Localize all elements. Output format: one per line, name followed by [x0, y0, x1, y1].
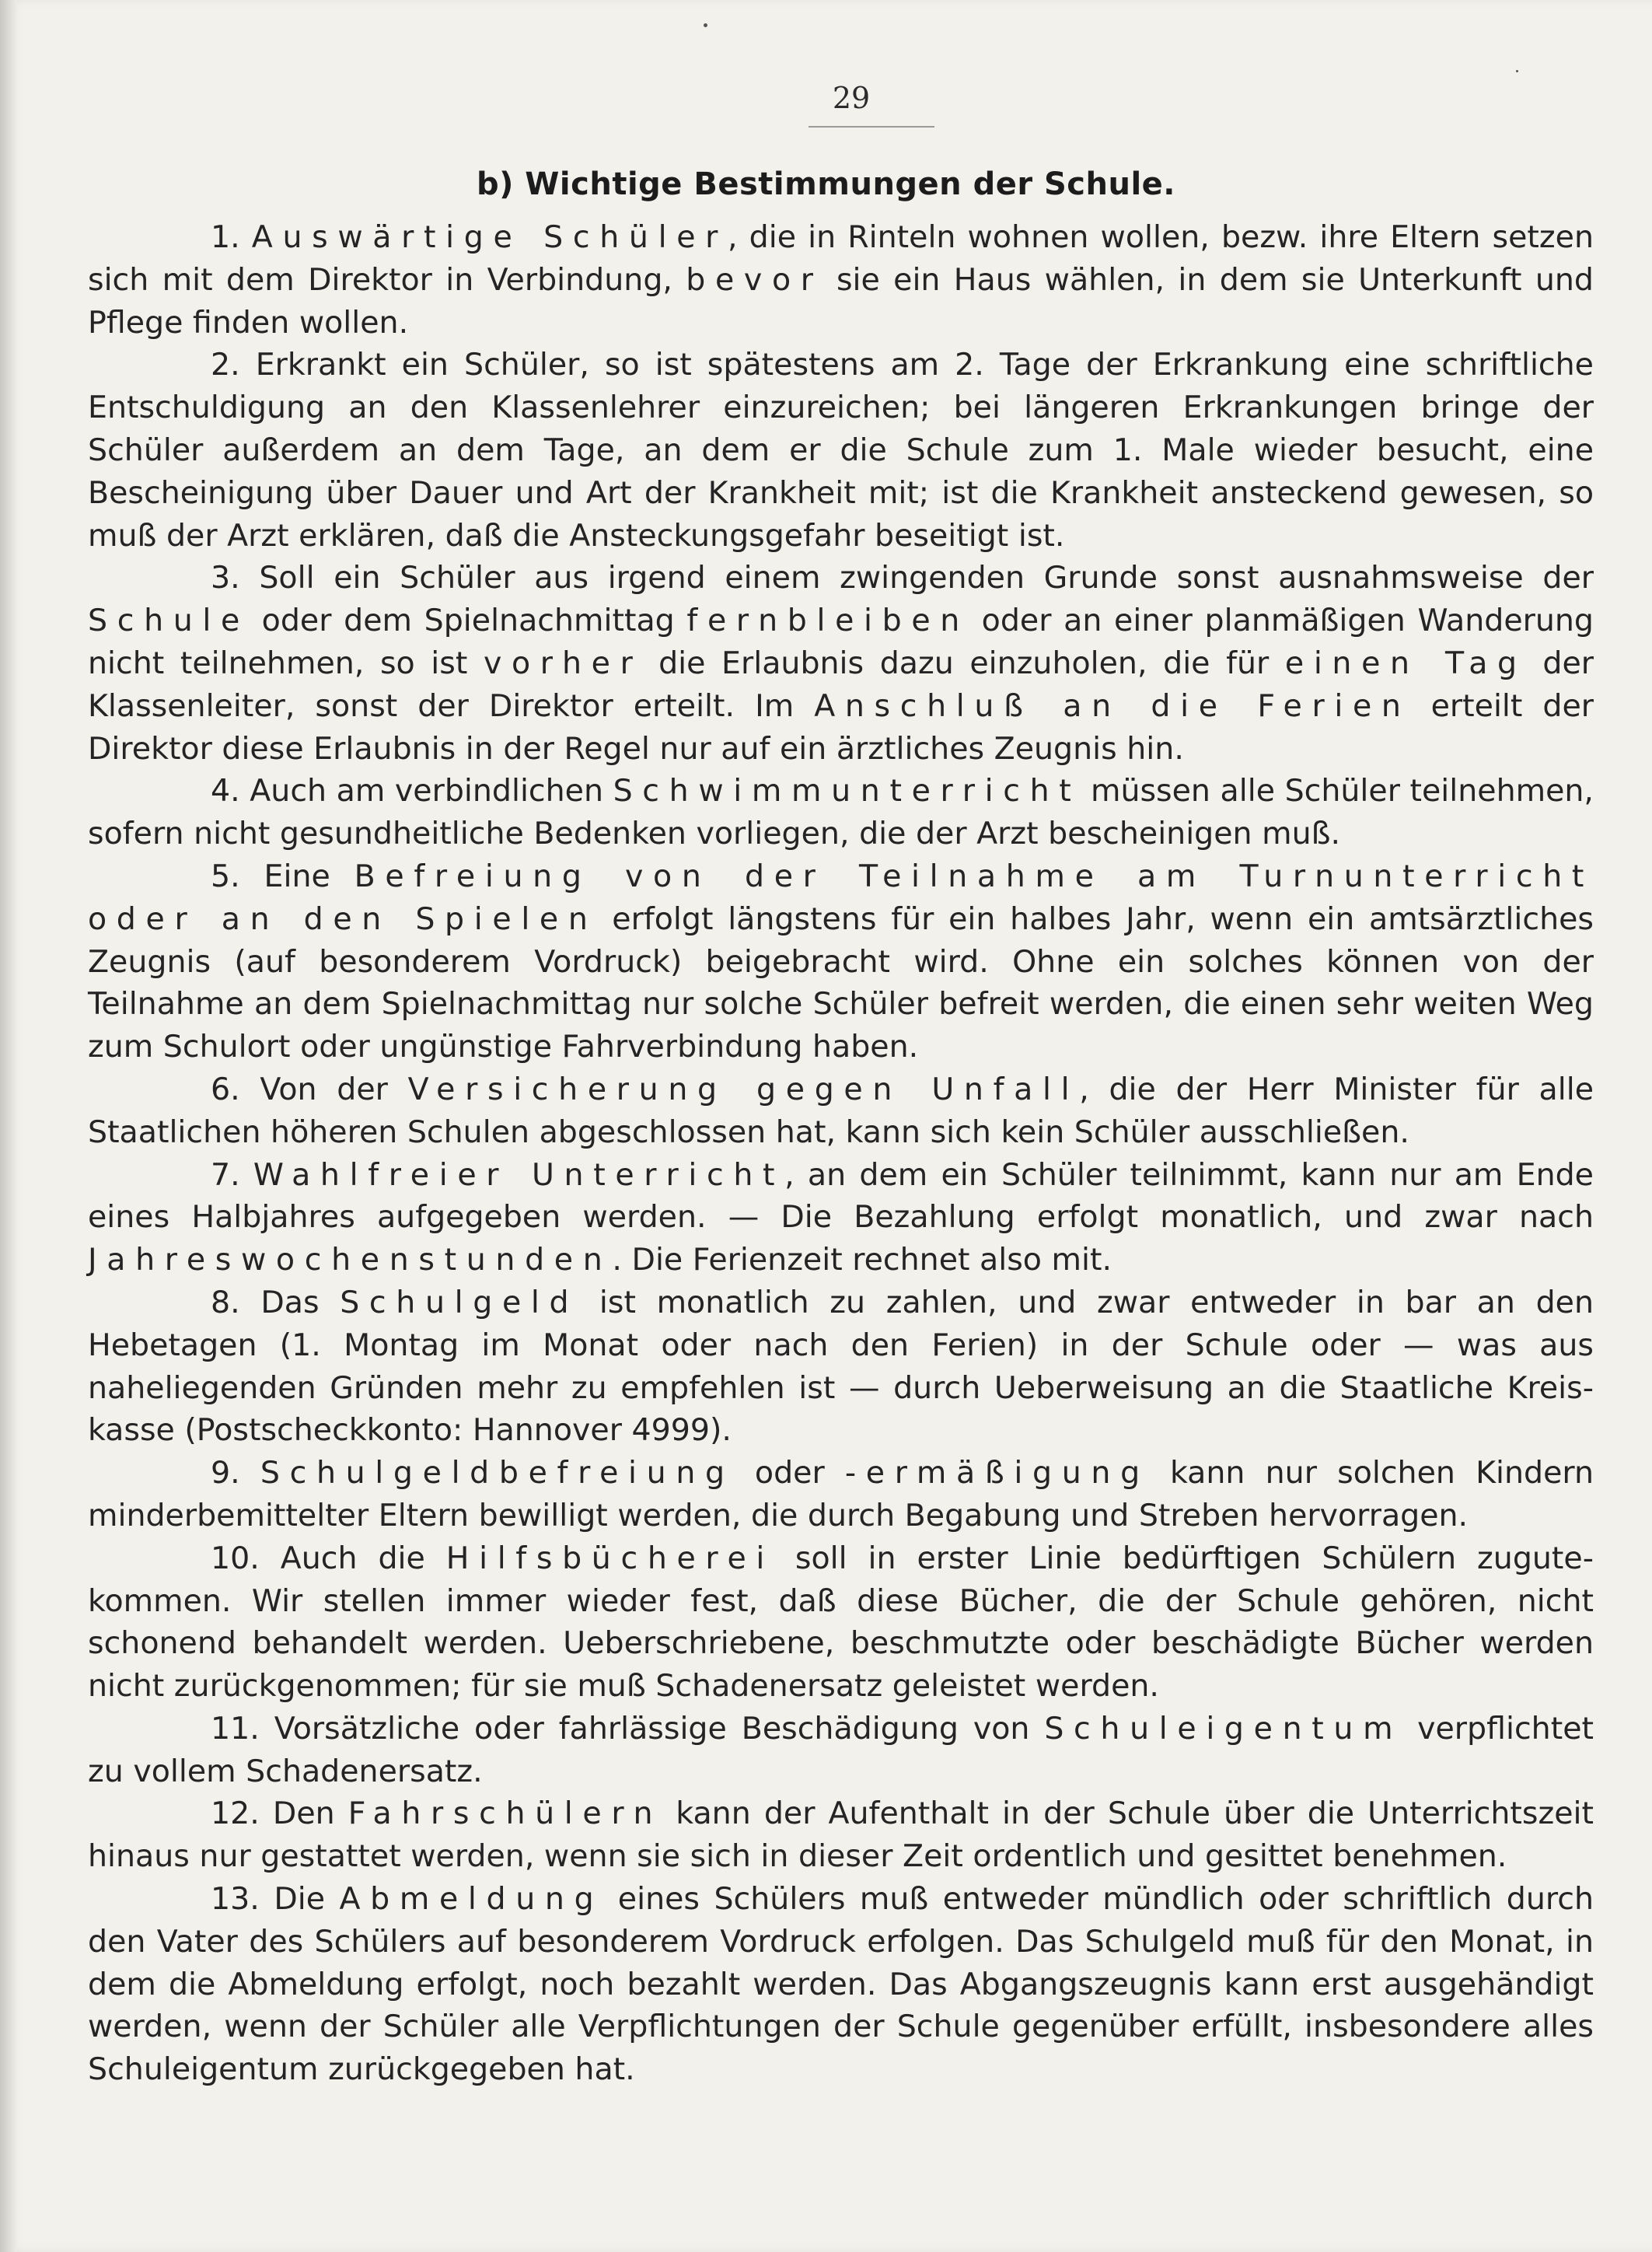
speck-mark [704, 23, 707, 27]
regulation-text: , die in Rinteln wohnen wollen, bezw. ihre Eltern setzen sich mit dem Direktor in Verbindung, [88, 219, 1594, 298]
regulation-text: , an dem ein Schüler teilnimmt, kann nur am Ende eines Halbjahres aufgegeben werden. — Die Bezahlung erfolgt monatlich, und zwar nach [88, 1156, 1594, 1236]
regulation-number: 10. [211, 1540, 260, 1576]
emphasized-text: -ermäßigung [844, 1455, 1150, 1491]
regulation-text: oder dem Spielnachmittag [249, 603, 687, 639]
regulation-text: müssen alle Schüler teilnehmen, sofern nicht gesundheitliche Bedenken vorliegen, die der Arzt bescheinigen muß. [88, 773, 1594, 852]
regulation-text: Auch die [280, 1540, 446, 1576]
regulation-text: kann der Aufenthalt in der Schule über die Unterrichtszeit hinaus nur gestattet werden, wenn sie sich in dieser Zeit ordentlich und gesittet benehmen. [88, 1796, 1594, 1875]
regulation-paragraph [88, 1154, 1594, 1282]
regulation-text: , die der Herr Minister für alle Staatlichen höheren Schulen abgeschlossen hat, kann sich kein Schüler ausschließen. [88, 1071, 1594, 1150]
regulation-text: kann nur solchen Kindern minderbemittelter Eltern bewilligt werden, die durch Begabung und Streben hervorragen. [88, 1455, 1594, 1533]
regulation-paragraph [88, 1708, 1594, 1793]
regulation-text: verpflichtet zu vollem Schadenersatz. [88, 1710, 1594, 1789]
emphasized-text: Fahrschülern [348, 1796, 663, 1832]
regulation-paragraph [88, 216, 1594, 344]
regulation-paragraph [88, 344, 1594, 557]
regulation-number: 9. [211, 1455, 240, 1491]
emphasized-text: Anschluß an die Ferien [814, 687, 1411, 724]
section-heading: b) Wichtige Bestimmungen der Schule. [476, 166, 1176, 202]
regulation-text: Soll ein Schüler aus irgend einem zwingenden Grunde sonst ausnahmsweise der [259, 560, 1594, 596]
regulation-paragraph [88, 1537, 1594, 1708]
regulation-text: Die [274, 1881, 340, 1918]
regulation-text: sie ein Haus wählen, in dem sie Unterkunft und Pflege finden wollen. [88, 261, 1594, 341]
emphasized-text: Schulgeldbefreiung [260, 1455, 735, 1491]
emphasized-text: Hilfsbücherei [445, 1540, 775, 1576]
regulation-text: oder an einer planmäßigen Wanderung nicht teilnehmen, so ist [88, 603, 1594, 681]
regulation-paragraph [88, 855, 1594, 1068]
regulation-text: der Klassenleiter, sonst der Direktor erteilt. Im [88, 645, 1594, 724]
regulation-paragraph [88, 1452, 1594, 1537]
regulation-number: 13. [211, 1881, 260, 1918]
regulation-number: 6. [211, 1071, 240, 1107]
regulation-number: 4. [211, 773, 240, 810]
regulation-text: erfolgt längstens für ein halbes Jahr, wenn ein amtsärztliches Zeugnis (auf besonderem Vordruck) beigebracht wird. Ohne ein solches können von der Teilnahme an dem Spielnachmittag nur solche Schüler befreit werden, die einen sehr weiten Weg zum Schulort oder ungünstige Fahrverbindung haben. [88, 900, 1594, 1065]
emphasized-text: Auswärtige Schüler [251, 219, 728, 255]
regulation-text: ist monatlich zu zahlen, und zwar entweder in bar an den Hebetagen (1. Montag im Monat oder nach den Ferien) in der Schule oder — was aus naheliegenden Gründen mehr zu empfehlen ist — durch Ueberweisung an die Staatliche Kreiskasse (Postscheckkonto: Hannover 4999). [88, 1284, 1594, 1449]
regulation-number: 2. [211, 347, 240, 383]
regulation-paragraph [88, 770, 1594, 855]
regulation-paragraph [88, 557, 1594, 770]
emphasized-text: Befreiung von der Teilnahme am Turnunterricht oder an den Spielen [88, 858, 1594, 937]
regulation-number: 11. [211, 1710, 260, 1747]
page-number-rule [809, 126, 934, 128]
regulation-text: eines Schülers muß entweder mündlich oder schriftlich durch den Vater des Schülers auf besonderem Vordruck erfolgen. Das Schulgeld muß für den Monat, in dem die Abmeldung erfolgt, noch bezahlt werden. Das Abgangszeugnis kann erst ausgehändigt werden, wenn der Schüler alle Verpflichtungen der Schule gegenüber erfüllt, insbesondere alles Schuleigentum zurückgegeben hat. [88, 1881, 1594, 2088]
page-binding-edge [0, 0, 17, 2252]
regulation-text: soll in erster Linie bedürftigen Schülern zugutekommen. Wir stellen immer wieder fest, daß diese Bücher, die der Schule gehören, nicht schonend behandelt werden. Ueberschriebene, beschmutzte oder beschädigte Bücher werden nicht zurückgenommen; für sie muß Schadenersatz geleistet werden. [88, 1540, 1594, 1705]
regulation-text: erteilt der Direktor diese Erlaubnis in der Regel nur auf ein ärztliches Zeugnis hin. [88, 687, 1594, 767]
regulation-number: 1. [211, 219, 240, 255]
regulation-number: 3. [211, 560, 240, 596]
regulation-number: 8. [211, 1284, 240, 1320]
regulation-text: Von der [260, 1071, 408, 1107]
emphasized-text: Versicherung gegen Unfall [407, 1071, 1080, 1107]
regulation-text: . Die Ferienzeit rechnet also mit. [612, 1242, 1112, 1278]
emphasized-text: einen Tag [1284, 645, 1527, 681]
emphasized-text: Schwimmunterricht [613, 773, 1081, 810]
regulation-number: 5. [211, 858, 240, 894]
regulation-text: Den [272, 1796, 348, 1832]
regulation-paragraph [88, 1282, 1594, 1452]
page-number: 29 [832, 81, 871, 115]
regulation-text: die Erlaubnis dazu einzuholen, die für [642, 645, 1285, 681]
speck-mark [1516, 70, 1518, 72]
emphasized-text: Schuleigentum [1044, 1710, 1403, 1747]
emphasized-text: Schule [88, 603, 250, 639]
regulation-paragraph [88, 1792, 1594, 1878]
regulation-text: Eine [264, 858, 354, 894]
regulation-text: Vorsätzliche oder fahrlässige Beschädigung von [274, 1710, 1045, 1747]
emphasized-text: Jahreswochenstunden [88, 1242, 613, 1278]
regulation-text: oder [734, 1455, 845, 1491]
emphasized-text: Wahlfreier Unterricht [253, 1156, 785, 1193]
regulation-text: Das [260, 1284, 341, 1320]
emphasized-text: vorher [483, 645, 643, 681]
regulation-text: Auch am verbindlichen [250, 773, 613, 810]
emphasized-text: bevor [686, 261, 823, 298]
regulation-paragraph [88, 1878, 1594, 2091]
regulation-number: 7. [211, 1156, 240, 1193]
emphasized-text: fernbleiben [686, 603, 969, 639]
emphasized-text: Abmeldung [339, 1881, 604, 1918]
regulation-paragraph [88, 1068, 1594, 1154]
regulation-text: Erkrankt ein Schüler, so ist spätestens am 2. Tage der Erkrankung eine schriftliche Entschuldigung an den Klassenlehrer einzureichen; bei längeren Erkrankungen bringe der Schüler außerdem an dem Tage, an dem er die Schule zum 1. Male wieder besucht, eine Bescheinigung über Dauer und Art der Krankheit mit; ist die Krankheit ansteckend gewesen, so muß der Arzt erklären, daß die Ansteckungsgefahr beseitigt ist. [88, 347, 1594, 554]
regulations-list [88, 216, 1594, 2091]
emphasized-text: Schulgeld [340, 1284, 579, 1320]
regulation-number: 12. [211, 1796, 260, 1832]
